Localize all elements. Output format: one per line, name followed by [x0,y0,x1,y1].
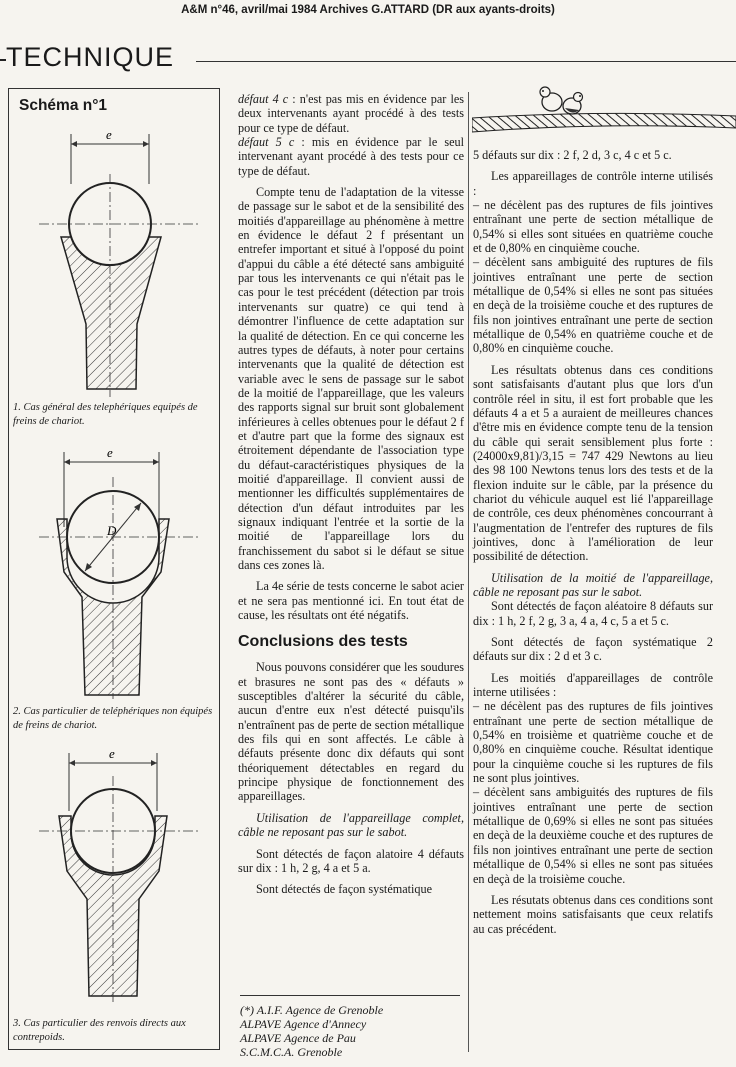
caption-3: 3. Cas particulier des renvois directs aux contrepoids. [13,1018,186,1043]
footnote-rule [240,995,460,996]
paragraph: Les appareillages de contrôle interne utilisés : [473,169,713,198]
paragraph: – ne décèlent pas des ruptures de fils jointives entraînant une perte de section métallique de 0,54% en troisième et quatrième couche et de 0,80% en cinquième couche. Résultat identique pour la cinquième couche si les ruptures de fils ne sont plus jointives. [473,699,713,786]
column-divider [468,92,469,1052]
paragraph: Les moitiés d'appareillages de contrôle interne utilisées : [473,670,713,700]
footnote-line: ALPAVE Agence de Pau [240,1031,356,1045]
figure-3-drawing [9,741,219,1006]
caption-1: 1. Cas général des telephériques equipés de freins de chariot. [13,402,198,427]
figure-1 [9,119,219,399]
paragraph-text: : mis en évidence par le seul intervenant ayant procédé à des tests pour ce type de défaut. [238,135,465,178]
schema-title: Schéma n°1 [19,97,108,114]
paragraph [238,135,464,178]
dim-label-e: e [107,445,113,460]
paragraph: Sont détectés de façon aléatoire 8 défauts sur dix : 1 h, 2 f, 2 g, 3 a, 4 a, 4 c, 5 a et 5 c. [473,599,713,628]
paragraph-subheading: Utilisation de la moitié de l'appareillage, câble ne reposant pas sur le sabot. [473,570,713,599]
defect-label: défaut 5 c [238,135,295,150]
footnote-line: S.C.M.C.A. Grenoble [240,1045,343,1059]
schema-box [8,88,220,1050]
paragraph: – ne décèlent pas des ruptures de fils jointives entraînant une perte de section métallique de 0,54% si elles sont situées en quatrième couche et de 0,80% en cinquième couche. [473,198,713,256]
footnote-line: ALPAVE Agence d'Annecy [240,1017,367,1031]
figure-1-drawing [9,119,219,399]
caption-2: 2. Cas particulier de teléphériques non équipés de freins de chariot. [13,706,213,731]
paragraph: Les résultats obtenus dans ces conditions sont satisfaisants d'autant plus que lors d'un contrôle réel in situ, il est fort probable que les défauts 4 a et 5 a auraient de meilleures chances d'être mis en évidence compte tenu de la tension du câble qui serait sensiblement plus forte : (24000x9,81)/3,15 = 747 429 Newtons au lieu des 98 100 Newtons tenus lors des tests et de la flexion induite sur le câble, par la présence du chariot du véhicule auquel est lié l'appareillage de contrôle, ces deux phénomènes concourrant à l'augmentation de l'entrefer des ruptures de fils jointives, donc à l'amélioration de leur possibilité de détection. [473,362,713,564]
figure-3 [9,741,219,1006]
paragraph: Sont détectés de façon systématique 2 défauts sur dix : 2 d et 3 c. [473,635,713,664]
dim-label-e: e [106,127,112,142]
column-right [473,148,713,936]
column-middle [238,92,464,897]
paragraph [238,92,464,135]
dim-label-d: D [107,523,117,538]
dim-label-e: e [109,746,115,761]
birds-on-cable-illustration [472,80,736,142]
paragraph: Nous pouvons considérer que les soudures et brasures ne sont pas des « défauts » susceptibles d'altérer la sécurité du câble, aucun d'entre eux n'est détecté puisqu'ils n'entraînent pas de perte de section métallique des fils qui en sont affectés. Le câble à défauts présente donc dix défauts qui sont théoriquement détectables en regard du principe physique de fonctionnement des appareillages. [238,660,464,804]
section-heading: Conclusions des tests [238,633,408,651]
footnote [240,1003,465,1059]
paragraph-text: : n'est pas mis en évidence par les deux intervenants ayant procédé à des tests pour ce type de défaut. [238,92,465,135]
paragraph: 5 défauts sur dix : 2 f, 2 d, 3 c, 4 c et 5 c. [473,148,672,162]
footnote-line: (*) A.I.F. Agence de Grenoble [240,1003,384,1017]
paragraph-subheading: Utilisation de l'appareillage complet, câble ne reposant pas sur le sabot. [238,810,464,840]
paragraph: Compte tenu de l'adaptation de la vitesse de passage sur le sabot et de la sensibilité des moitiés d'appareillage au phénomène à mettre en évidence le défaut 2 f présentant un entrefer important et situé à l'opposé du point d'appui du câble a été détecté sans ambiguité par tous les intervenants ce qui n'était pas le cas pour le test précédent (détection par trois intervenants sur quatre) ce qui tend à démontrer l'influence de cette adaptation sur la qualité de détection. En ce qui concerne les autres types de défauts, à noter pour certains intervenants que la qualité de détection est variable avec le sens de passage sur le sabot de la moitié de l'appareillage, que les valeurs des rapports signal sur bruit sont globalement inférieures à celles obtenues pour le défaut 2 f et d'autre part que la forme des signaux est étroitement dépendante de l'association type du défaut-caractéristiques physiques de la moitié d'appareillage. Il convient aussi de mentionner les difficultés supplémentaires de détection d'un défaut introduites par les signaux indiquant l'entrée et la sortie de la moitié de l'appareillage lors du franchissement du sabot si le défaut se situe dans ces zones là. [238,185,464,572]
header-rule [196,61,736,62]
paragraph: Sont détectés de façon systématique [256,882,432,897]
paragraph: La 4e série de tests concerne le sabot acier et ne sera pas mentionné ici. En tout état de cause, les résultats ont été négatifs. [238,579,464,623]
paragraph: – décèlent sans ambiguités des ruptures de fils jointives entraînant une perte de section métallique de 0,69% si elles ne sont pas situées en deçà de la deuxième couche et des ruptures de fils non jointives entraînant une perte de section métallique de 0,54% si elles ne sont pas situées en deçà de la troisième couche. [473,785,713,886]
figure-2 [9,437,219,702]
paragraph: – décèlent sans ambiguité des ruptures de fils jointives entraînant une perte de section métallique de 0,54% si elles ne sont pas situées en deçà de la troisième couche et des ruptures de fils non jointives entraînant une perte de section métallique de 0,54% en quatrième couche et de 0,80% en cinquième couche. [473,255,713,356]
figure-2-drawing [9,437,219,702]
archive-credit: A&M n°46, avril/mai 1984 Archives G.ATTARD (DR aux ayants-droits) [181,4,555,16]
defect-label: défaut 4 c [238,92,289,106]
paragraph: Sont détectés de façon alatoire 4 défauts sur dix : 1 h, 2 g, 4 a et 5 a. [238,846,464,875]
section-title: TECHNIQUE [6,42,178,73]
paragraph: Les résutats obtenus dans ces conditions sont nettement moins satisfaisants que ceux relatifs au cas précédent. [473,892,713,936]
